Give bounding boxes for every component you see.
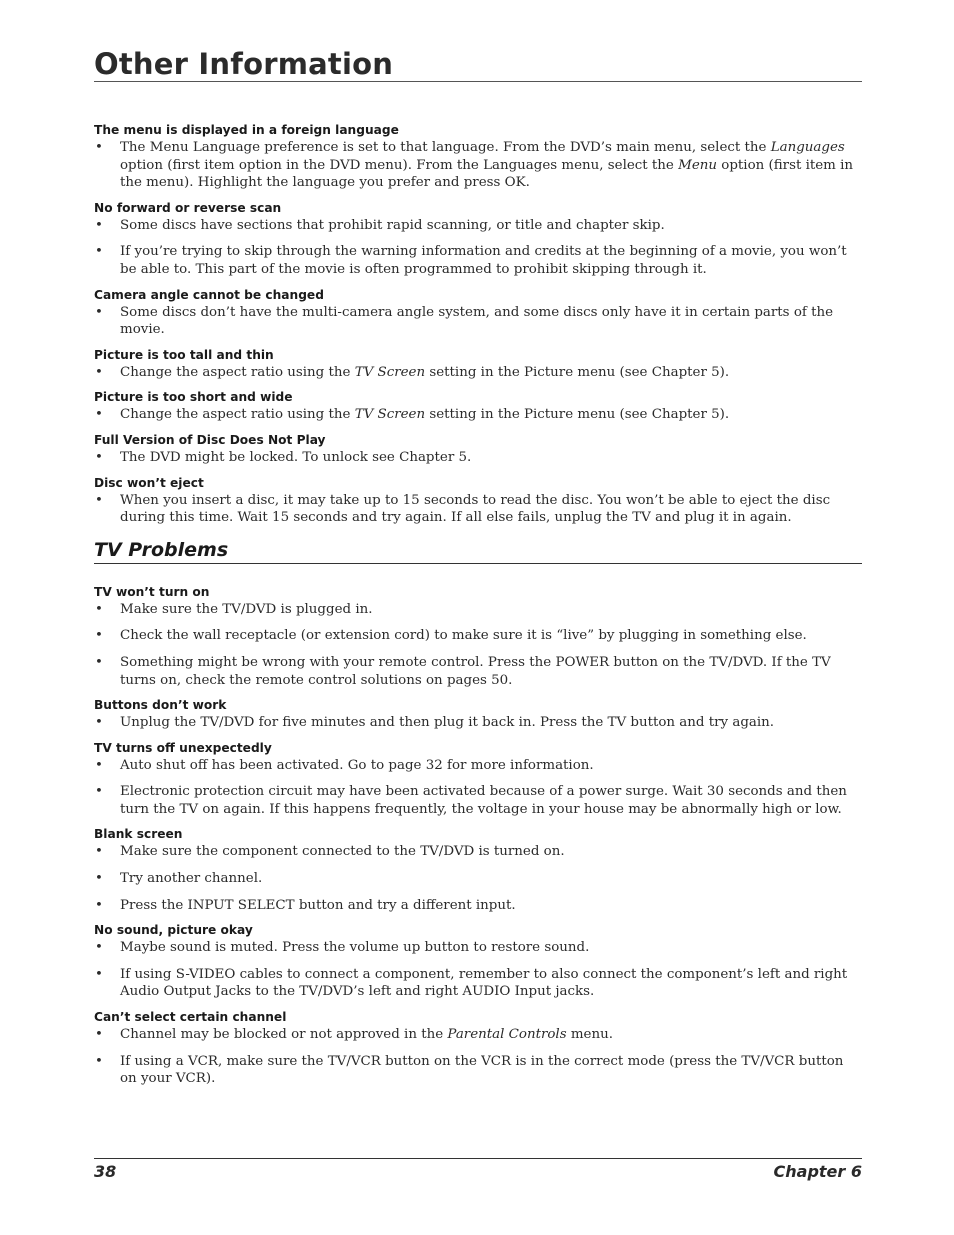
- solution-list: [94, 406, 862, 424]
- section-title-tv-problems: TV Problems: [94, 537, 862, 564]
- troubleshooting-item: [94, 196, 862, 279]
- chapter-label: Chapter 6: [773, 1162, 862, 1181]
- solution-item: • Electronic protection circuit may have been activated because of a power surge. Wait 30 seconds and then turn the TV on again. If this happens frequently, the voltage in your house may be abnormally high or low.: [95, 784, 847, 817]
- troubleshooting-item: [94, 118, 862, 192]
- bullet-icon: •: [95, 1027, 103, 1043]
- bullet-icon: •: [95, 601, 103, 617]
- solution-item: • Make sure the component connected to the TV/DVD is turned on.: [95, 844, 565, 860]
- troubleshooting-item: [94, 385, 862, 424]
- bullet-icon: •: [95, 304, 103, 320]
- bullet-icon: •: [95, 140, 103, 155]
- troubleshooting-item: [94, 736, 862, 819]
- problem-heading: Blank screen: [94, 827, 183, 842]
- bullet-icon: •: [95, 871, 103, 887]
- troubleshooting-item: [94, 918, 862, 1001]
- solution-item: • If using a VCR, make sure the TV/VCR button on the VCR is in the correct mode (press the TV/VCR button on your VCR).: [95, 1053, 844, 1087]
- bullet-icon: •: [95, 897, 103, 913]
- problem-heading: Full Version of Disc Does Not Play: [94, 432, 326, 447]
- italic-term: TV Screen: [354, 407, 426, 423]
- troubleshooting-item: [94, 580, 862, 689]
- problem-heading: Picture is too tall and thin: [94, 347, 274, 362]
- solution-item: • Channel may be blocked or not approved in the Parental Controls menu.: [95, 1027, 613, 1043]
- bullet-icon: •: [95, 244, 103, 260]
- troubleshooting-item: [94, 428, 862, 467]
- solution-list: [94, 1026, 862, 1088]
- solution-list: [94, 714, 862, 732]
- solution-item: • Press the INPUT SELECT button and try a different input.: [95, 897, 516, 913]
- problem-heading: TV won’t turn on: [94, 584, 210, 599]
- solution-item: • The DVD might be locked. To unlock see Chapter 5.: [95, 449, 472, 465]
- bullet-icon: •: [95, 844, 103, 860]
- bullet-icon: •: [95, 492, 103, 508]
- title-divider: [94, 81, 862, 82]
- solution-list: [94, 217, 862, 279]
- solution-item: • Make sure the TV/DVD is plugged in.: [95, 601, 373, 617]
- solution-item: • If using S-VIDEO cables to connect a component, remember to also connect the component’s left and right Audio Output Jacks to the TV/DVD’s left and right AUDIO Input jacks.: [95, 966, 848, 1000]
- solution-list: [94, 757, 862, 819]
- bullet-icon: •: [95, 757, 103, 773]
- bullet-icon: •: [95, 628, 103, 644]
- problem-heading: Buttons don’t work: [94, 698, 227, 713]
- solution-item: • The Menu Language preference is set to that language. From the DVD’s main menu, select the Languages option (first item option in the DVD menu). From the Languages menu, select the Menu option (first item in the menu). Highlight the language you prefer and press OK.: [95, 140, 854, 191]
- solution-list: [94, 939, 862, 1001]
- solution-item: • Some discs have sections that prohibit rapid scanning, or title and chapter skip.: [95, 217, 665, 233]
- problem-heading: The menu is displayed in a foreign language: [94, 123, 399, 137]
- page-title: Other Information: [94, 47, 394, 81]
- solution-item: • Maybe sound is muted. Press the volume up button to restore sound.: [95, 940, 590, 956]
- solution-list: [94, 843, 862, 914]
- troubleshooting-item: [94, 1005, 862, 1088]
- solution-item: • Change the aspect ratio using the TV Screen setting in the Picture menu (see Chapter 5).: [95, 364, 730, 380]
- bullet-icon: •: [95, 1053, 103, 1069]
- troubleshooting-item: [94, 471, 862, 527]
- bullet-icon: •: [95, 449, 103, 465]
- italic-term: Menu: [678, 157, 718, 173]
- problem-heading: Camera angle cannot be changed: [94, 287, 324, 302]
- bullet-icon: •: [95, 217, 103, 233]
- solution-list: [94, 449, 862, 467]
- bullet-icon: •: [95, 940, 103, 956]
- bullet-icon: •: [95, 654, 103, 670]
- solution-list: [94, 304, 862, 339]
- solution-list: [94, 139, 862, 192]
- tv-problems-header: [94, 537, 862, 564]
- italic-term: TV Screen: [354, 364, 426, 380]
- solution-item: • Check the wall receptacle (or extension cord) to make sure it is “live” by plugging in something else.: [95, 628, 807, 644]
- solution-list: [94, 364, 862, 382]
- problem-heading: TV turns off unexpectedly: [94, 740, 272, 755]
- problem-heading: Can’t select certain channel: [94, 1010, 287, 1025]
- tv-troubleshooting-list: [94, 580, 862, 1088]
- solution-item: • If you’re trying to skip through the warning information and credits at the beginning of a movie, you won’t be able to. This part of the movie is often programmed to prohibit skipping through it.: [95, 244, 847, 277]
- troubleshooting-item: [94, 822, 862, 914]
- problem-heading: Picture is too short and wide: [94, 390, 293, 405]
- bullet-icon: •: [95, 784, 103, 800]
- footer-divider: [94, 1158, 862, 1159]
- problem-heading: No sound, picture okay: [94, 923, 253, 938]
- solution-list: [94, 492, 862, 527]
- bullet-icon: •: [95, 966, 103, 982]
- solution-item: • Some discs don’t have the multi-camera angle system, and some discs only have it in certain parts of the movie.: [95, 304, 834, 338]
- solution-item: • Something might be wrong with your remote control. Press the POWER button on the TV/DVD. If the TV turns on, check the remote control solutions on pages 50.: [95, 654, 831, 688]
- solution-item: • When you insert a disc, it may take up to 15 seconds to read the disc. You won’t be able to eject the disc during this time. Wait 15 seconds and try again. If all else fails, unplug the TV and plug it in again.: [95, 492, 831, 526]
- page-content: [94, 118, 862, 1092]
- solution-item: • Change the aspect ratio using the TV Screen setting in the Picture menu (see Chapter 5).: [95, 407, 730, 423]
- solution-item: • Auto shut off has been activated. Go to page 32 for more information.: [95, 757, 594, 773]
- solution-list: [94, 601, 862, 689]
- page-footer: [94, 1160, 862, 1184]
- dvd-troubleshooting-list: [94, 118, 862, 527]
- bullet-icon: •: [95, 715, 103, 731]
- troubleshooting-item: [94, 343, 862, 382]
- troubleshooting-item: [94, 283, 862, 339]
- italic-term: Parental Controls: [447, 1027, 567, 1043]
- bullet-icon: •: [95, 364, 103, 380]
- problem-heading: No forward or reverse scan: [94, 200, 282, 215]
- solution-item: • Try another channel.: [95, 871, 263, 887]
- solution-item: • Unplug the TV/DVD for five minutes and then plug it back in. Press the TV button and try again.: [95, 715, 775, 731]
- problem-heading: Disc won’t eject: [94, 475, 204, 490]
- troubleshooting-item: [94, 693, 862, 732]
- page-number: 38: [94, 1162, 117, 1181]
- bullet-icon: •: [95, 407, 103, 423]
- italic-term: Languages: [770, 140, 845, 155]
